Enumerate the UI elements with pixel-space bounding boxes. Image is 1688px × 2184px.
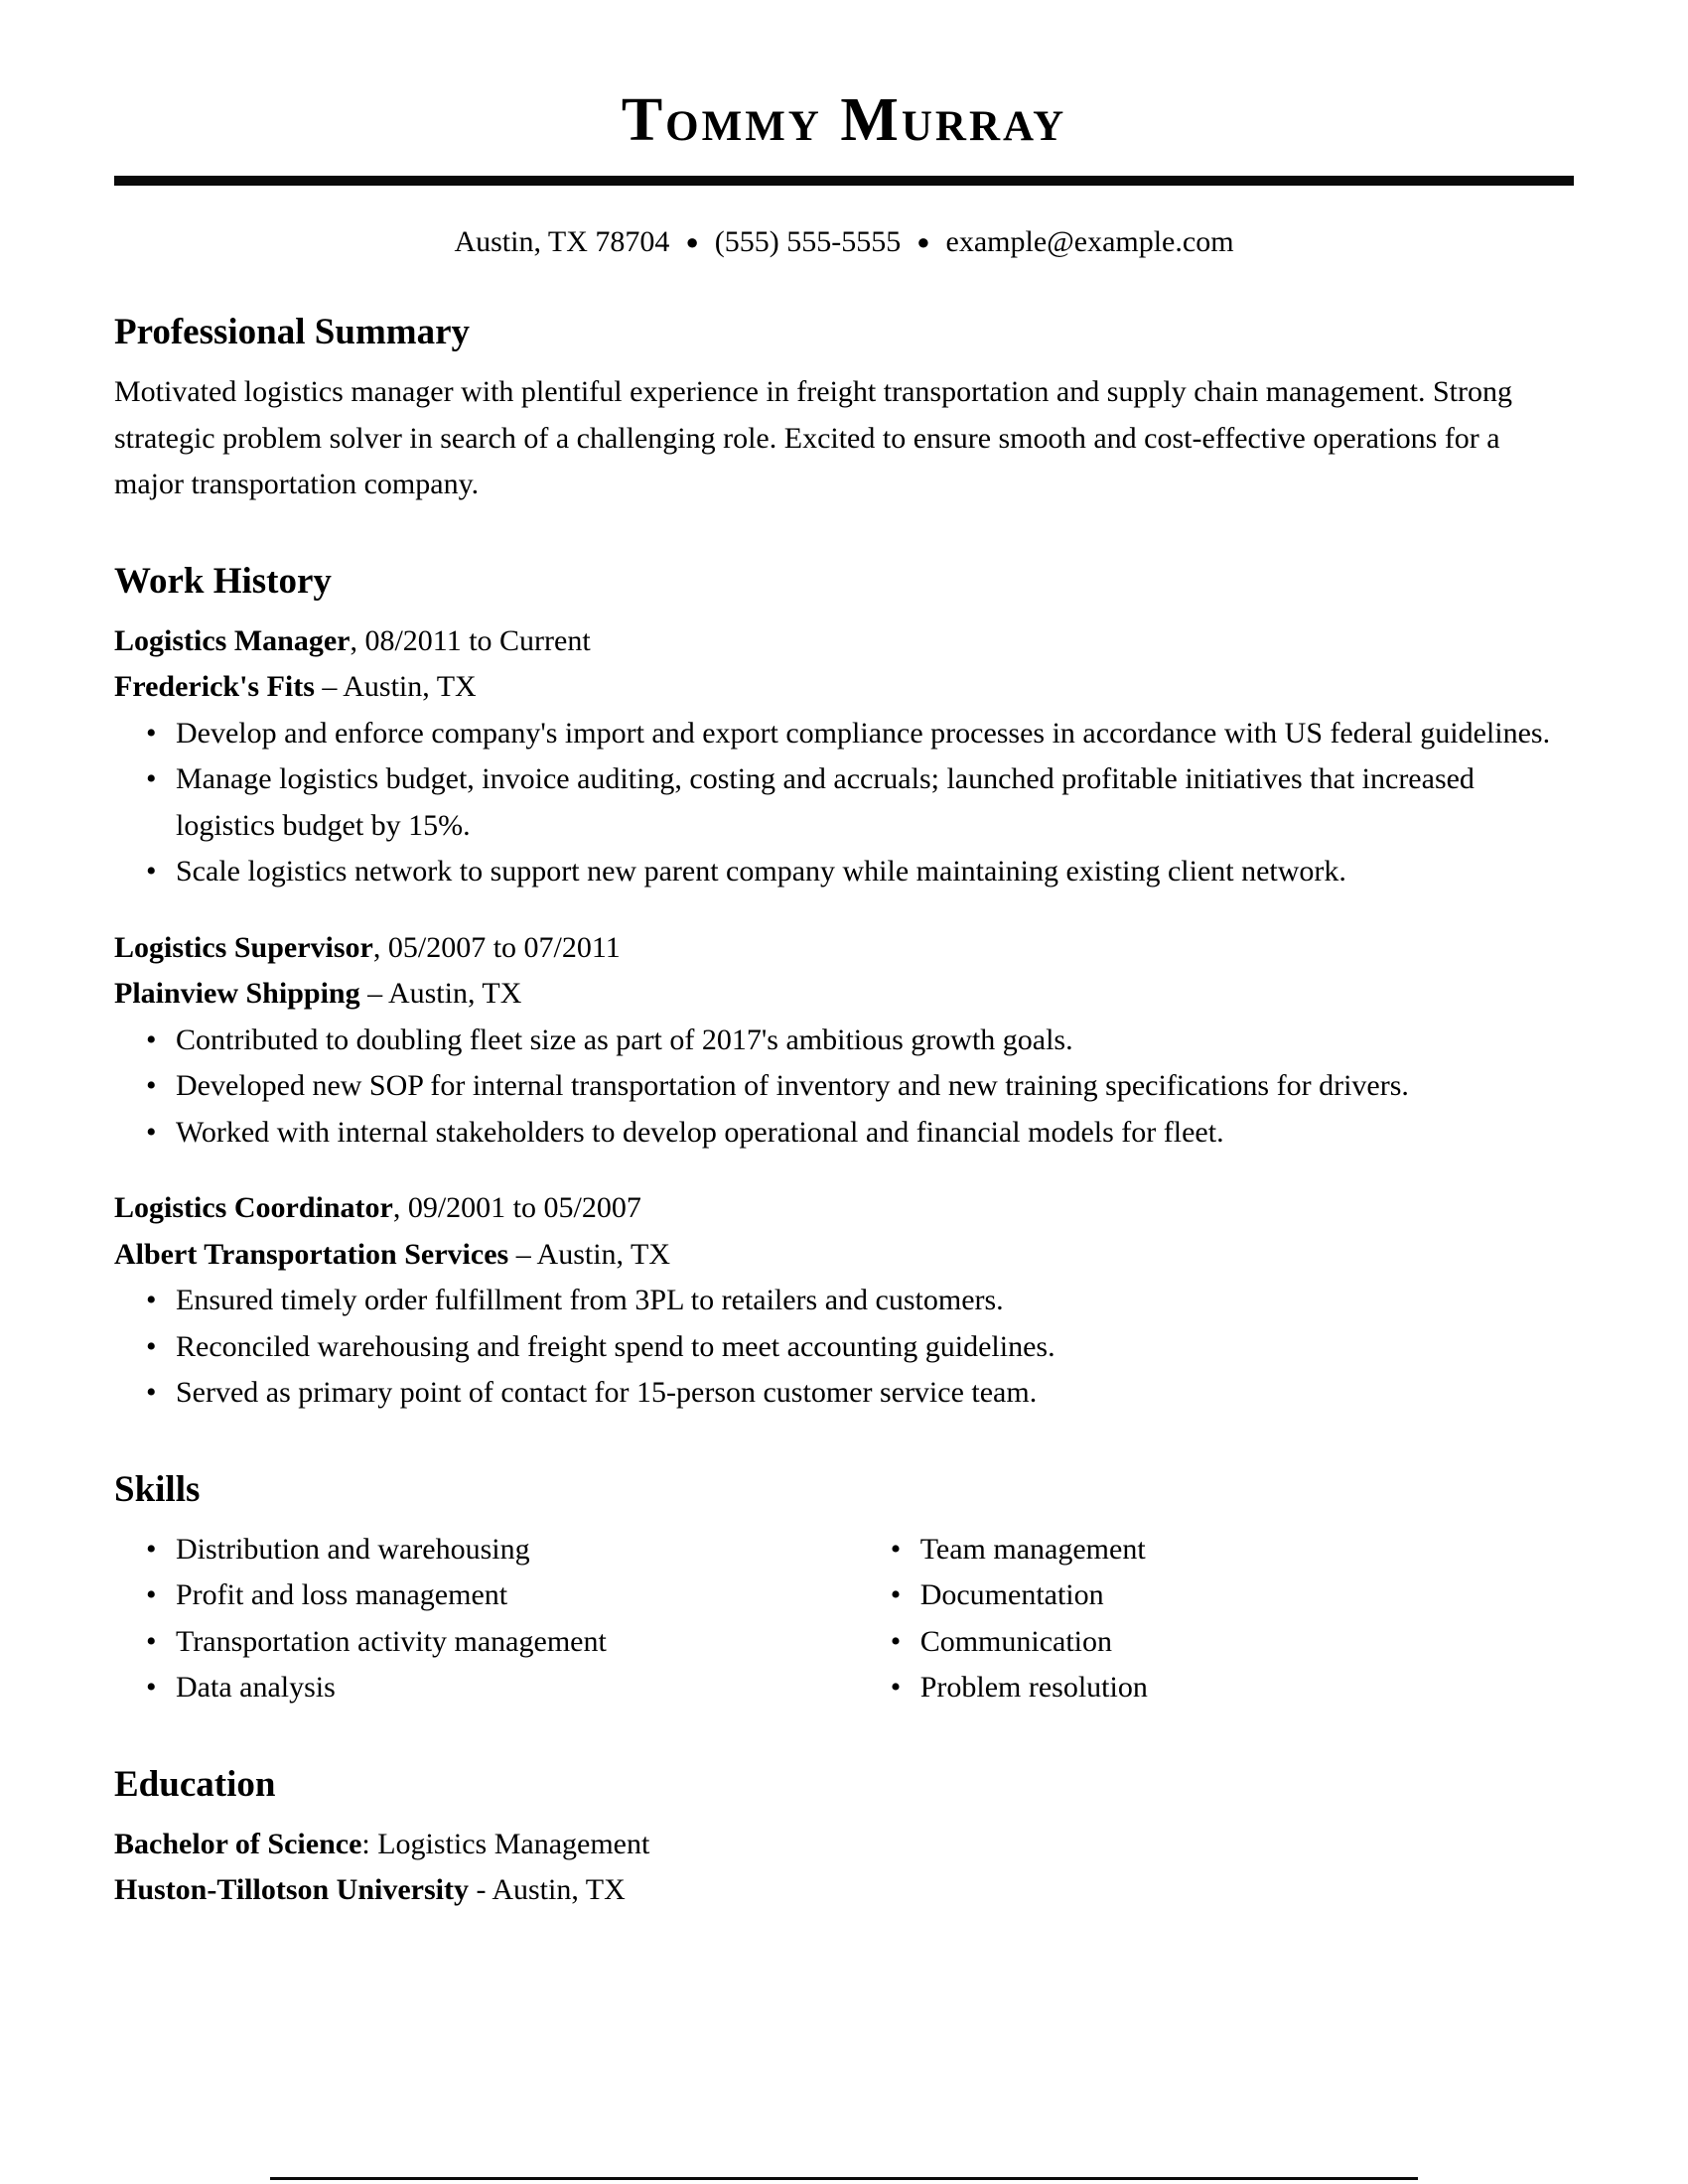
- job-entry: [114, 618, 1574, 895]
- job-bullet-list: [114, 1278, 1574, 1417]
- job-company-line: [114, 664, 1574, 711]
- education-school-detail: - Austin, TX: [469, 1873, 626, 1906]
- skill-item: • Data analysis: [114, 1665, 859, 1711]
- job-location: – Austin, TX: [314, 670, 477, 703]
- bullet-separator-icon: ●: [685, 229, 699, 254]
- section-professional-summary: [114, 311, 1574, 508]
- skill-item: • Team management: [859, 1527, 1574, 1573]
- education-school-line: [114, 1867, 1574, 1914]
- job-bullet: • Develop and enforce company's import and export compliance processes in accordance with US federal guidelines.: [114, 711, 1574, 757]
- section-education: [114, 1763, 1574, 1914]
- skill-item: • Documentation: [859, 1572, 1574, 1619]
- header-divider: [114, 176, 1574, 186]
- skill-item: • Distribution and warehousing: [114, 1527, 859, 1573]
- job-dates: , 09/2001 to 05/2007: [392, 1191, 641, 1224]
- job-dates: , 05/2007 to 07/2011: [372, 930, 621, 964]
- job-bullet: • Ensured timely order fulfillment from 3PL to retailers and customers.: [114, 1278, 1574, 1324]
- contact-location: Austin, TX 78704: [454, 225, 670, 258]
- job-company: Plainview Shipping: [114, 977, 360, 1010]
- skills-column-left: [114, 1527, 859, 1711]
- skill-item: • Communication: [859, 1619, 1574, 1666]
- job-title: Logistics Supervisor: [114, 930, 373, 964]
- education-heading: Education: [114, 1763, 276, 1805]
- job-bullet: • Contributed to doubling fleet size as part of 2017's ambitious growth goals.: [114, 1018, 1574, 1064]
- skills-heading: Skills: [114, 1468, 201, 1510]
- job-company: Albert Transportation Services: [114, 1237, 509, 1271]
- job-bullet: • Reconciled warehousing and freight spend to meet accounting guidelines.: [114, 1324, 1574, 1371]
- education-degree-detail: : Logistics Management: [361, 1827, 650, 1860]
- bullet-separator-icon: ●: [916, 229, 930, 254]
- job-bullet-list: [114, 1018, 1574, 1157]
- job-entry: [114, 1185, 1574, 1417]
- education-school: Huston-Tillotson University: [114, 1873, 469, 1906]
- skill-item: • Problem resolution: [859, 1665, 1574, 1711]
- job-location: – Austin, TX: [359, 977, 522, 1010]
- job-location: – Austin, TX: [508, 1237, 670, 1271]
- section-work-history: [114, 560, 1574, 1417]
- job-bullet: • Worked with internal stakeholders to develop operational and financial models for fleet.: [114, 1110, 1574, 1157]
- job-company: Frederick's Fits: [114, 670, 315, 703]
- job-title-line: [114, 925, 1574, 972]
- summary-text: Motivated logistics manager with plentiful experience in freight transportation and supply chain management. Strong strategic problem solver in search of a challenging role. Excited to ensure smooth and cost-effective operations for a major transportation company.: [114, 375, 1512, 500]
- section-skills: [114, 1468, 1574, 1711]
- job-bullet: • Scale logistics network to support new parent company while maintaining existing client network.: [114, 849, 1574, 895]
- resume-name: Tommy Murray: [621, 86, 1067, 154]
- job-bullet: • Manage logistics budget, invoice auditing, costing and accruals; launched profitable initiatives that increased logistics budget by 15%.: [114, 756, 1574, 849]
- contact-line: [114, 225, 1574, 259]
- footer-divider: [270, 2177, 1418, 2180]
- resume-header: [114, 85, 1574, 259]
- education-degree-line: [114, 1822, 1574, 1868]
- summary-heading: Professional Summary: [114, 312, 471, 352]
- skills-columns: [114, 1527, 1574, 1711]
- job-company-line: [114, 971, 1574, 1018]
- job-title-line: [114, 1185, 1574, 1232]
- job-title: Logistics Manager: [114, 623, 351, 657]
- job-entry: [114, 925, 1574, 1157]
- contact-email: example@example.com: [945, 225, 1234, 258]
- job-title-line: [114, 618, 1574, 665]
- job-bullet: • Served as primary point of contact for 15-person customer service team.: [114, 1370, 1574, 1417]
- skill-item: • Profit and loss management: [114, 1572, 859, 1619]
- job-bullet: • Developed new SOP for internal transportation of inventory and new training specifications for drivers.: [114, 1063, 1574, 1110]
- skills-column-right: [859, 1527, 1574, 1711]
- job-company-line: [114, 1232, 1574, 1279]
- work-history-heading: Work History: [114, 560, 332, 602]
- contact-phone: (555) 555-5555: [714, 225, 902, 258]
- education-degree: Bachelor of Science: [114, 1827, 362, 1860]
- job-bullet-list: [114, 711, 1574, 895]
- skill-item: • Transportation activity management: [114, 1619, 859, 1666]
- job-dates: , 08/2011 to Current: [350, 623, 591, 657]
- job-title: Logistics Coordinator: [114, 1191, 393, 1224]
